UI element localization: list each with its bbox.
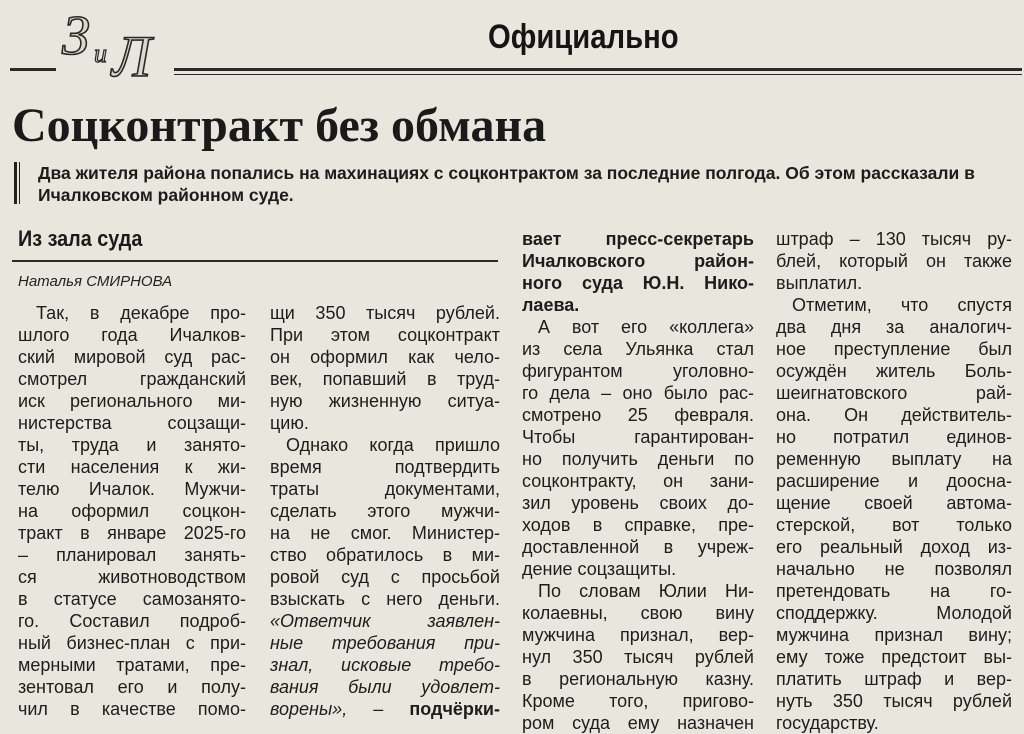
text-line: ременную выплату на	[776, 449, 1012, 469]
text-line: Отметим, что спустя	[792, 295, 1012, 315]
text-line: сделать этого мужчи-	[270, 501, 500, 521]
text-line: он оформил как чело-	[270, 347, 500, 367]
text-line: шеигнатовского рай-	[776, 383, 1012, 403]
text-line: осуждён житель Боль-	[776, 361, 1012, 381]
header-rule-right-thin	[174, 74, 1022, 75]
svg-text:Л: Л	[112, 24, 152, 82]
attribution-verb: подчёрки-	[409, 699, 500, 719]
text-line: Чтобы гарантирован-	[522, 427, 754, 447]
text-line: на оформил соцкон-	[18, 501, 246, 521]
article-column-3	[522, 228, 754, 734]
logo-emblem	[58, 2, 166, 82]
text-line: тракт в январе 2025-го	[18, 523, 246, 543]
text-line: дение соцзащиты.	[522, 559, 677, 579]
text-line: выплатил.	[776, 273, 863, 293]
text-line: По словам Юлии Ни-	[538, 581, 754, 601]
text-line: фигурантом уголовно-	[522, 361, 754, 381]
text-line: штраф – 130 тысяч ру-	[776, 229, 1012, 249]
text-line: траты документами,	[270, 479, 500, 499]
text-line: ство обратилось в ми-	[270, 545, 500, 565]
text-line: щи 350 тысяч рублей.	[270, 303, 500, 323]
text-line: Однако когда пришло	[286, 435, 500, 455]
text-line: Так, в декабре про-	[36, 303, 246, 323]
text-line: ром суда ему назначен	[522, 713, 754, 733]
article-author: Наталья СМИРНОВА	[18, 273, 173, 290]
text-line: век, попавший в труд-	[270, 369, 500, 389]
text-line: Кроме того, пригово-	[522, 691, 754, 711]
text-line: ся животноводством	[18, 567, 246, 587]
text-line: зил уровень своих до-	[522, 493, 754, 513]
text-line: мерными тратами, пре-	[18, 655, 246, 675]
text-line: ты, труда и занято-	[18, 435, 246, 455]
text-line: ное преступление был	[776, 339, 1012, 359]
article-headline: Соцконтракт без обмана	[12, 99, 547, 152]
section-label: Официально	[488, 18, 679, 56]
text-line: го. Составил подроб-	[18, 611, 246, 631]
text-line: нистерства соцзащи-	[18, 413, 246, 433]
text-line: время подтвердить	[270, 457, 500, 477]
text-line: два дня за аналогич-	[776, 317, 1012, 337]
text-line: Ичалковского район-	[522, 251, 754, 271]
text-line: государству.	[776, 713, 879, 733]
text-line: вает пресс-секретарь	[522, 229, 754, 249]
quote-line: вания были удовлет-	[270, 677, 500, 697]
lead-marker	[14, 162, 20, 204]
text-line: ровой суд с просьбой	[270, 567, 500, 587]
text-line: го дела – оно было рас-	[522, 383, 754, 403]
text-line: зентовал его и полу-	[18, 677, 246, 697]
text-line: доставленной в учреж-	[522, 537, 754, 557]
text-line: из села Ульянка стал	[522, 339, 754, 359]
svg-text:и: и	[94, 39, 107, 68]
text-line: При этом соцконтракт	[270, 325, 500, 345]
text-line: мужчина признал, вер-	[522, 625, 754, 645]
text-line: в статусе самозанято-	[18, 589, 246, 609]
text-line: его реальный доход из-	[776, 537, 1012, 557]
quote-line: «Ответчик заявлен-	[270, 611, 500, 631]
text-line: начально не позволял	[776, 559, 1012, 579]
text-line: лаева.	[522, 295, 580, 315]
text-line: щение своей автома-	[776, 493, 1012, 513]
rubric-title: Из зала суда	[18, 226, 143, 251]
header-rule-left	[10, 68, 56, 71]
text-line: цию.	[270, 413, 309, 433]
text-line: ную жизненную ситуа-	[270, 391, 500, 411]
text-line: ходов в справке, пре-	[522, 515, 754, 535]
header-rule-right	[174, 68, 1022, 71]
text-line: но получить деньги по	[522, 449, 754, 469]
text-line: ский мировой суд рас-	[18, 347, 246, 367]
text-line: блей, который он также	[776, 251, 1012, 271]
text-line: нуть 350 тысяч рублей	[776, 691, 1012, 711]
text-line: чил в качестве помо-	[18, 699, 246, 719]
text-line: стерской, вот только	[776, 515, 1012, 535]
text-line: шлого года Ичалков-	[18, 325, 246, 345]
text-line: претендовать на го-	[776, 581, 1012, 601]
article-column-2	[270, 302, 500, 720]
text-line: споддержку. Молодой	[776, 603, 1012, 623]
text-line: смотрено 25 февраля.	[522, 405, 754, 425]
text-line: сти населения к жи-	[18, 457, 246, 477]
text-line: соцконтракту, он зани-	[522, 471, 754, 491]
quote-tail: ворены», –	[270, 699, 410, 719]
text-line: нул 350 тысяч рублей	[522, 647, 754, 667]
text-line: расширение и доосна-	[776, 471, 1012, 491]
rubric-rule	[12, 260, 498, 262]
text-line: ему тоже предстоит вы-	[776, 647, 1012, 667]
text-line: иск регионального ми-	[18, 391, 246, 411]
text-line: колаевны, свою вину	[522, 603, 754, 623]
text-line: ный бизнес-план с при-	[18, 633, 246, 653]
svg-text:З: З	[62, 5, 90, 67]
text-line: на не смог. Министер-	[270, 523, 500, 543]
article-column-4	[776, 228, 1012, 734]
quote-line: ные требования при-	[270, 633, 500, 653]
article-column-1	[18, 302, 246, 720]
text-line: мужчина признал вину;	[776, 625, 1012, 645]
text-line: она. Он действитель-	[776, 405, 1012, 425]
text-line: взыскать с него деньги.	[270, 589, 500, 609]
text-line: – планировал занять-	[18, 545, 246, 565]
article-lead: Два жителя района попались на махинациях с соцконтрактом за последние полгода. Об этом рассказали в Ичалковском районном суде.	[38, 163, 975, 205]
text-line: смотрел гражданский	[18, 369, 246, 389]
text-line: платить штраф и вер-	[776, 669, 1012, 689]
text-line: телю Ичалок. Мужчи-	[18, 479, 246, 499]
quote-line	[270, 698, 500, 720]
text-line: ного суда Ю.Н. Нико-	[522, 273, 754, 293]
newspaper-logo	[58, 2, 166, 82]
quote-line: знал, исковые требо-	[270, 655, 500, 675]
text-line: в региональную казну.	[522, 669, 754, 689]
text-line: А вот его «коллега»	[538, 317, 754, 337]
text-line: но потратил единов-	[776, 427, 1012, 447]
